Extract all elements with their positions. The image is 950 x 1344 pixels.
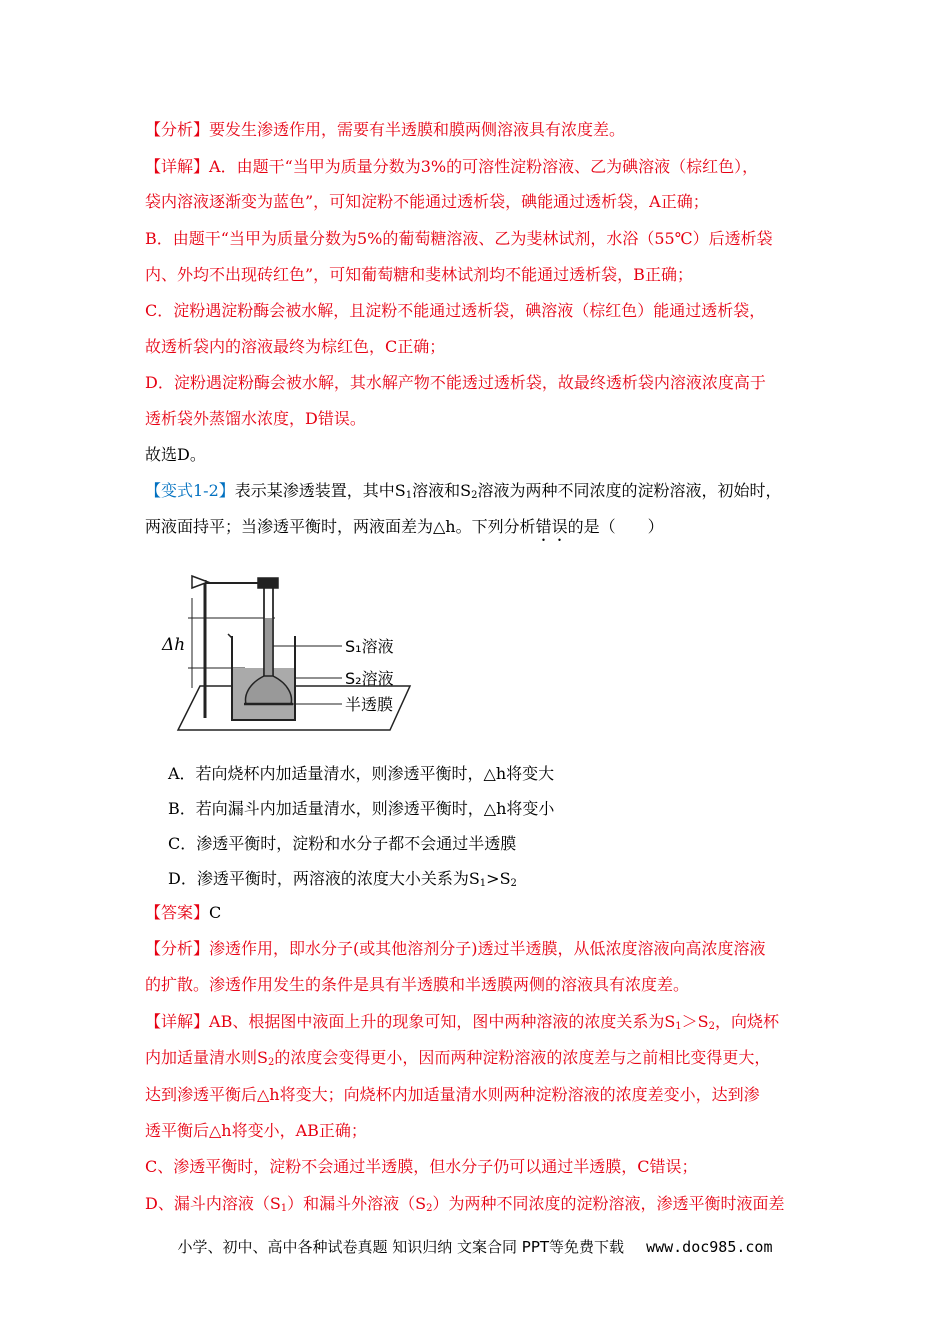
question-line-2: 两液面持平；当渗透平衡时，两液面差为△h。下列分析错误的是（ ）: [145, 517, 664, 536]
question-line-1: 【变式1-2】表示某渗透装置，其中$S_1$溶液和$S_2$溶液为两种不同浓度的淀粉溶液，初始时，: [145, 481, 782, 501]
footer-site-link[interactable]: www.doc985.com: [646, 1238, 773, 1256]
page-footer: 小学、初中、高中各种试卷真题 知识归纳 文案合同 PPT等免费下载 www.doc985.com: [177, 1238, 773, 1256]
detail-2-line-4: 透平衡后△h将变小，AB正确；: [145, 1121, 367, 1140]
option-c: C．渗透平衡时，淀粉和水分子都不会通过半透膜: [168, 834, 517, 853]
detail-2-line-6: D、漏斗内溶液$(S_1)$和漏斗外溶液$(S_2)$为两种不同浓度的淀粉溶液，渗透平衡时液面差: [145, 1194, 785, 1214]
detail-2-line-3: 达到渗透平衡后△h将变大；向烧杯内加适量清水则两种淀粉溶液的浓度差变小，达到渗: [145, 1085, 760, 1104]
option-d: D．渗透平衡时，两溶液的浓度大小关系为$S_1>S_2$: [168, 869, 517, 889]
delta-h-label: Δh: [162, 635, 186, 655]
osmosis-apparatus-diagram: [160, 558, 420, 738]
detail-1-conclusion: 故选D。: [145, 445, 206, 464]
option-b: B．若向漏斗内加适量清水，则渗透平衡时，△h将变小: [168, 799, 555, 818]
analysis-2-line-1: 【分析】渗透作用，即水分子(或其他溶剂分子)透过半透膜，从低浓度溶液向高浓度溶液: [145, 939, 766, 958]
detail-2-line-1: 【详解】AB、根据图中液面上升的现象可知，图中两种溶液的浓度关系为$S_1>S_2$，向烧杯: [145, 1012, 780, 1032]
membrane-label: 半透膜: [345, 695, 394, 714]
detail-1-line-7: D．淀粉遇淀粉酶会被水解，其水解产物不能透过透析袋，故最终透析袋内溶液浓度高于: [145, 373, 766, 392]
answer: 【答案】C: [145, 903, 222, 922]
detail-1-line-2: 袋内溶液逐渐变为蓝色”，可知淀粉不能通过透析袋，碘能通过透析袋，A正确；: [145, 192, 709, 211]
option-a: A．若向烧杯内加适量清水，则渗透平衡时，△h将变大: [168, 764, 555, 783]
detail-1-line-8: 透析袋外蒸馏水浓度，D错误。: [145, 409, 366, 428]
analysis-2-line-2: 的扩散。渗透作用发生的条件是具有半透膜和半透膜两侧的溶液具有浓度差。: [145, 975, 690, 994]
detail-1-line-4: 内、外均不出现砖红色”，可知葡萄糖和斐林试剂均不能通过透析袋，B正确；: [145, 265, 693, 284]
s1-label: S₁溶液: [345, 637, 394, 656]
detail-1-line-1: 【详解】A．由题干“当甲为质量分数为3%的可溶性淀粉溶液、乙为碘溶液（棕红色），: [145, 157, 759, 176]
analysis-1: 【分析】要发生渗透作用，需要有半透膜和膜两侧溶液具有浓度差。: [145, 120, 626, 139]
s1-solution: [265, 618, 272, 680]
detail-2-line-5: C、渗透平衡时，淀粉不会通过半透膜，但水分子仍可以通过半透膜，C错误；: [145, 1157, 698, 1176]
detail-1-line-5: C．淀粉遇淀粉酶会被水解，且淀粉不能通过透析袋，碘溶液（棕红色）能通过透析袋，: [145, 301, 766, 320]
detail-1-line-3: B．由题干“当甲为质量分数为5%的葡萄糖溶液、乙为斐林试剂，水浴（55℃）后透析袋: [145, 229, 773, 248]
detail-2-line-2: 内加适量清水则$S_2$的浓度会变得更小，因而两种淀粉溶液的浓度差与之前相比变得更大，: [145, 1048, 771, 1068]
detail-1-line-6: 故透析袋内的溶液最终为棕红色，C正确；: [145, 337, 446, 356]
s2-label: S₂溶液: [345, 669, 394, 688]
